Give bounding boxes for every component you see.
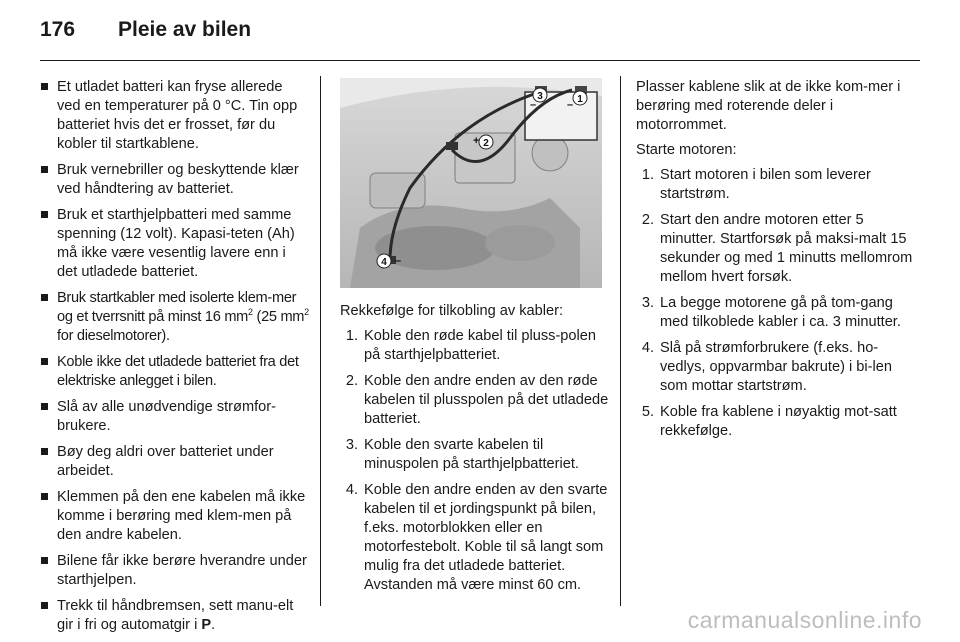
bullet-item: Bruk et starthjelpbatteri med samme spenning (12 volt). Kapasi-teten (Ah) må ikke være vesentlig lavere enn i det utladede batteriet. (40, 206, 310, 282)
cable-placement-note: Plasser kablene slik at de ikke kom-mer i berøring med roterende deler i motorrommet. (636, 79, 901, 133)
bullet-item: Bøy deg aldri over batteriet under arbeidet. (40, 443, 310, 481)
connection-step: 3. Koble den svarte kabelen til minuspolen på starthjelpbatteriet. (345, 437, 579, 472)
safety-bullet-list (40, 78, 310, 635)
connection-order-intro: Rekkefølge for tilkobling av kabler: (340, 303, 564, 319)
svg-text:1: 1 (577, 94, 583, 105)
svg-text:4: 4 (381, 257, 387, 268)
page-title: Pleie av bilen (118, 18, 252, 41)
column-divider-1 (320, 76, 321, 606)
callout-1 (573, 91, 587, 105)
callout-2 (479, 135, 493, 149)
callout-4 (377, 254, 391, 268)
right-column (636, 78, 916, 448)
connection-step: 2. Koble den andre enden av den røde kabelen til plusspolen på det utladede batteriet. (345, 373, 609, 427)
watermark: carmanualsonline.info (687, 607, 922, 633)
start-step: 1. Start motoren i bilen som leverer startstrøm. (641, 167, 871, 202)
minus-sign-battery: – (530, 99, 537, 111)
left-column (40, 78, 310, 642)
svg-text:3: 3 (537, 91, 543, 102)
start-step: 5. Koble fra kablene i nøyaktig mot-satt rekkefølge. (641, 404, 897, 439)
bullet-item: Slå av alle unødvendige strømfor-brukere. (40, 398, 310, 436)
minus-sign-battery-2: – (567, 99, 574, 111)
bullet-item: Bruk vernebriller og beskyttende klær ved håndtering av batteriet. (40, 161, 310, 199)
header-divider (40, 60, 920, 61)
bullet-item: Bilene får ikke berøre hverandre under starthjelpen. (40, 552, 310, 590)
plus-sign: + (473, 135, 480, 147)
connection-steps (340, 327, 610, 595)
minus-sign-ground: – (395, 255, 402, 267)
start-engine-heading: Starte motoren: (636, 142, 737, 158)
jump-start-illustration (340, 78, 602, 288)
start-step: 2. Start den andre motoren etter 5 minutter. Startforsøk på maksi-malt 15 sekunder og med 1 minutts mellomrom mellom hvert forsøk. (641, 212, 913, 285)
bullet-item: Koble ikke det utladede batteriet fra det elektriske anlegget i bilen. (40, 353, 310, 391)
page-header (40, 18, 251, 48)
column-divider-2 (620, 76, 621, 606)
connection-step: 1. Koble den røde kabel til pluss-polen på starthjelpbatteriet. (345, 328, 597, 363)
start-step: 4. Slå på strømforbrukere (f.eks. ho-vedlys, oppvarmbar bakrute) i bi-len som mottar startstrøm. (641, 340, 892, 394)
connection-step: 4. Koble den andre enden av den svarte kabelen til et jordingspunkt på bilen, f.eks. motorblokken eller en motorfestebolt. Koble til så langt som mulig fra det utladede batteriet. Avstanden må være minst 60 cm. (345, 482, 608, 593)
start-step: 3. La begge motorene gå på tom-gang med tilkoblede kabler i ca. 3 minutter. (641, 295, 901, 330)
bullet-item: Klemmen på den ene kabelen må ikke komme i berøring med klem-men på den andre kabelen. (40, 488, 310, 545)
start-steps (636, 166, 916, 441)
bullet-item: Bruk startkabler med isolerte klem-mer og et tverrsnitt på minst 16 $mm^2$ (25 $mm^2$ for dieselmotorer). (40, 289, 310, 346)
middle-column (340, 78, 610, 602)
bullet-item: Trekk til håndbremsen, sett manu-elt gir i fri og automatgir i P. (40, 597, 310, 635)
svg-text:2: 2 (483, 138, 489, 149)
page-number: 176 (40, 18, 76, 41)
bullet-item: Et utladet batteri kan fryse allerede ved en temperaturer på 0 °C. Tin opp batteriet hvis det er frosset, før du kobler til startkablene. (40, 78, 310, 154)
